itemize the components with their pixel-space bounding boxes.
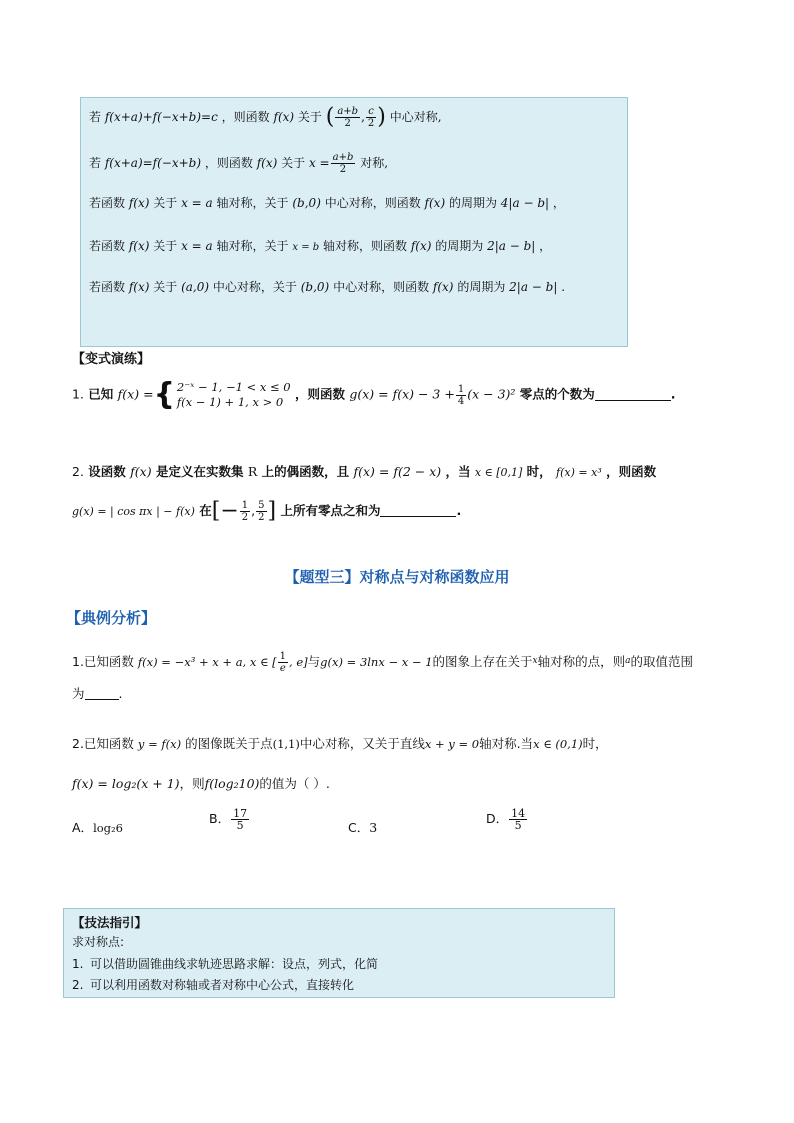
question-2-line-1 (72, 462, 656, 480)
text: 关于 (297, 110, 322, 124)
item-number: 1. (72, 957, 84, 971)
fraction: $\frac{c}{2}$ (367, 106, 375, 129)
fraction: $\frac{1}{4}$ (457, 383, 465, 407)
text: 已知 (88, 386, 114, 402)
formula-line-3 (89, 194, 565, 211)
math: f(x) (273, 110, 295, 124)
math: f(x) = f(2 − x) (353, 464, 442, 479)
formula-line-1 (89, 106, 442, 129)
text: 若函数 (89, 196, 126, 210)
text: 的图像既关于点 (185, 736, 273, 751)
text: 为 (72, 686, 85, 701)
text: 若 (89, 156, 102, 170)
question-1 (72, 377, 676, 412)
text: 轴对称，关于 (216, 239, 289, 253)
text: ， (539, 239, 552, 253)
option-label: B． (209, 811, 231, 826)
text: 中心对称，又关于直线 (299, 736, 425, 751)
question-2-line-2 (72, 500, 461, 523)
text: 若 (89, 110, 102, 124)
math: g(x) = f(x) − 3 + (349, 386, 455, 402)
option-d[interactable] (486, 808, 528, 831)
item-text: 可以借助圆锥曲线求轨迹思路求解：设点，列式，化简 (90, 957, 379, 971)
math: f(x+a)=f(−x+b) (104, 156, 202, 170)
math: x (532, 656, 538, 666)
option-label: A． (72, 820, 94, 835)
option-value: $\frac{17}{5}$ (233, 807, 248, 832)
option-label: C． (348, 820, 370, 835)
fraction: $\frac{1}{2}$ (241, 500, 249, 523)
text: ，则函数 (606, 464, 657, 479)
technique-intro: 求对称点: (72, 935, 125, 949)
option-value: $\frac{14}{5}$ (511, 807, 526, 832)
text: 轴对称，则函数 (322, 239, 407, 253)
option-value: log₂6 (93, 821, 123, 835)
text: . (118, 686, 123, 701)
technique-item (72, 976, 354, 993)
text: 在 (199, 503, 212, 518)
math: x = (308, 156, 330, 170)
text: 中心对称，关于 (212, 280, 297, 294)
math: R (247, 464, 258, 479)
text: ，则函数 (204, 156, 253, 170)
piecewise: 2⁻ˣ − 1, −1 < x ≤ 0 f(x − 1) + 1, x > 0 (176, 380, 291, 409)
fraction: $\frac{a+b}{2}$ (332, 152, 354, 175)
text: 轴对称.当 (479, 736, 534, 751)
math: (b,0) (292, 196, 321, 210)
math: x = a (181, 196, 213, 210)
example-1-line-2 (72, 684, 123, 702)
example-heading: 【典例分析】 (66, 609, 157, 627)
text: ，当 (445, 464, 471, 479)
math: x = a (181, 239, 213, 253)
text: 关于 (281, 156, 306, 170)
math: f(x) = log₂(x + 1) (72, 776, 180, 791)
text: 中心对称, (389, 110, 442, 124)
text: 零点的个数为 (519, 386, 595, 402)
math: g(x) = 3lnx − x − 1 (320, 655, 433, 669)
text: 的周期为 (457, 280, 506, 294)
text: 关于 (153, 280, 178, 294)
text: 设函数 (88, 464, 126, 479)
text: 2.已知函数 (72, 736, 134, 751)
math: x + y = 0 (424, 737, 480, 751)
text: 若函数 (89, 239, 126, 253)
fraction: $\frac{a+b}{2}$ (337, 106, 359, 129)
text: 与 (307, 654, 321, 669)
text: ，则 (179, 776, 205, 791)
option-value: 3 (369, 820, 378, 835)
bracket: [− (211, 498, 239, 524)
example-1-line-1 (72, 651, 693, 674)
math: f(x) (130, 464, 152, 479)
technique-heading: 【技法指引】 (72, 915, 148, 930)
math: 4|a − b| (500, 196, 550, 210)
math: (a,0) (181, 280, 210, 294)
fraction: $\frac{1}{e}$ (279, 651, 287, 674)
math: x ∈ [0,1] (474, 466, 523, 479)
option-b[interactable] (209, 808, 250, 831)
example-2-line-2 (72, 774, 330, 792)
text: 1.已知函数 (72, 654, 134, 669)
math: x = b (292, 242, 320, 253)
text: ，则函数 (294, 386, 345, 402)
math: g(x) = | cos πx | − f(x) (72, 505, 195, 518)
math: f(x) = x³ (556, 466, 602, 479)
technique-item (72, 955, 378, 972)
text: 轴对称的点，则 (537, 654, 626, 669)
math: f(x) (410, 239, 432, 253)
math: f(x) (128, 239, 150, 253)
text: 关于 (153, 239, 178, 253)
math: 2|a − b| (487, 239, 536, 253)
text: 的周期为 (435, 239, 484, 253)
text: 上所有零点之和为 (280, 503, 381, 518)
math: (x − 3)² (467, 386, 516, 402)
math: 2|a − b| (509, 280, 558, 294)
option-c[interactable] (348, 818, 377, 836)
text: 上的偶函数，且 (261, 464, 350, 479)
technique-box (63, 908, 615, 998)
text: 的值为（ ）. (259, 776, 330, 791)
paren: ) (377, 104, 386, 130)
math: f(x) (128, 280, 150, 294)
text: 若函数 (89, 280, 126, 294)
math: f(x) (424, 196, 446, 210)
answer-blank[interactable] (595, 388, 671, 401)
text: 中心对称，则函数 (333, 280, 430, 294)
text: ， (552, 196, 565, 210)
math: f(x) = (117, 386, 154, 402)
formula-box (80, 97, 628, 347)
example-2-line-1 (72, 734, 608, 752)
text: . (670, 386, 676, 402)
formula-line-4 (89, 237, 551, 254)
section-title: 【题型三】对称点与对称函数应用 (284, 568, 510, 586)
question-number: 2. (72, 464, 84, 479)
answer-blank[interactable] (380, 504, 456, 517)
math: f(log₂10) (204, 776, 260, 791)
text: 轴对称，关于 (216, 196, 289, 210)
math: f(x+a)+f(−x+b)=c (104, 110, 218, 124)
text: 的周期为 (448, 196, 497, 210)
option-a[interactable] (72, 818, 123, 836)
text: 的图象上存在关于 (432, 654, 533, 669)
comma: , (361, 110, 365, 124)
math: x ∈ (0,1) (533, 737, 583, 751)
math: f(x) (256, 156, 278, 170)
text: ，则函数 (221, 110, 270, 124)
math: a (625, 656, 631, 666)
math: f(x) (128, 196, 150, 210)
variant-heading: 【变式演练】 (72, 352, 151, 367)
option-label: D． (486, 811, 509, 826)
formula-line-5 (89, 278, 565, 295)
text: 关于 (153, 196, 178, 210)
comma: , (251, 503, 256, 518)
bracket: ] (267, 498, 277, 524)
math: , e] (289, 655, 308, 669)
text: . (561, 280, 566, 294)
item-text: 可以利用函数对称轴或者对称中心公式，直接转化 (90, 978, 355, 992)
text: 的取值范围 (630, 654, 694, 669)
answer-blank[interactable] (85, 687, 119, 700)
text: 时， (582, 736, 608, 751)
math: y = f(x) (137, 737, 182, 751)
item-number: 2. (72, 978, 84, 992)
paren: ( (325, 104, 335, 130)
math: (b,0) (300, 280, 330, 294)
math: f(x) (432, 280, 454, 294)
text: 是定义在实数集 (155, 464, 244, 479)
fraction: $\frac{5}{2}$ (258, 500, 265, 523)
math: f(x) = −x³ + x + a, x ∈ [ (137, 655, 277, 669)
text: 对称, (360, 156, 389, 170)
math: (1,1) (272, 737, 300, 751)
question-number: 1. (72, 386, 84, 402)
text: 中心对称，则函数 (324, 196, 421, 210)
brace: { (153, 377, 175, 412)
text: 时， (526, 464, 552, 479)
formula-line-2 (89, 152, 388, 175)
text: . (456, 503, 462, 518)
